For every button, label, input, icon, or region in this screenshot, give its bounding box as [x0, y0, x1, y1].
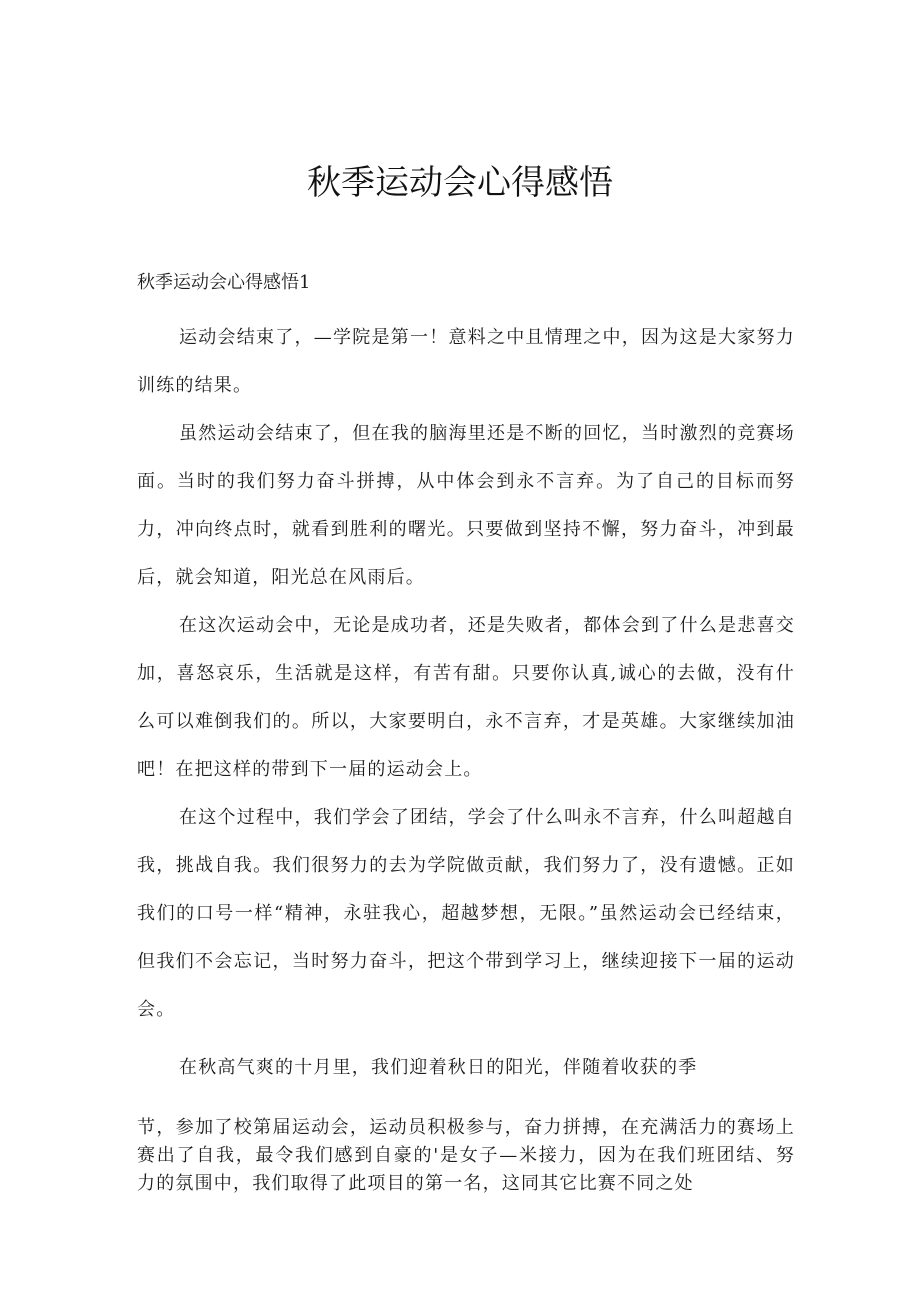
paragraph-4: 在这个过程中，我们学会了团结，学会了什么叫永不言弃，什么叫超越自我，挑战自我。我们很努力的去为学院做贡献，我们努力了，没有遗憾。正如我们的口号一样“精神，永驻我心，超越梦想，无限。”虽然运动会已经结束，但我们不会忘记，当时努力奋斗，把这个带到学习上，继续迎接下一届的运动会。	[137, 807, 795, 1020]
paragraph-continuation: 节，参加了校第届运动会，运动员积极参与，奋力拼搏，在充满活力的赛场上赛出了自我，最令我们感到自豪的'是女子—米接力，因为在我们班团结、努力的氛围中，我们取得了此项目的第一名，这同其它比赛不同之处	[137, 1117, 795, 1194]
paragraph-1: 运动会结束了，—学院是第一！意料之中且情理之中，因为这是大家努力训练的结果。	[137, 327, 795, 396]
section-heading: 秋季运动会心得感悟1	[137, 272, 311, 293]
paragraph-3: 在这次运动会中，无论是成功者，还是失败者，都体会到了什么是悲喜交加，喜怒哀乐，生活就是这样，有苦有甜。只要你认真,诚心的去做，没有什么可以难倒我们的。所以，大家要明白，永不言弃，才是英雄。大家继续加油吧！在把这样的带到下一届的运动会上。	[137, 615, 795, 780]
document-title: 秋季运动会心得感悟	[307, 163, 613, 203]
paragraph-5: 在秋高气爽的十月里，我们迎着秋日的阳光，伴随着收获的季	[179, 1057, 698, 1078]
paragraph-2: 虽然运动会结束了，但在我的脑海里还是不断的回忆，当时激烈的竞赛场面。当时的我们努力奋斗拼搏，从中体会到永不言弃。为了自己的目标而努力，冲向终点时，就看到胜利的曙光。只要做到坚持不懈，努力奋斗，冲到最后，就会知道，阳光总在风雨后。	[137, 423, 795, 588]
document-body	[137, 314, 795, 1198]
